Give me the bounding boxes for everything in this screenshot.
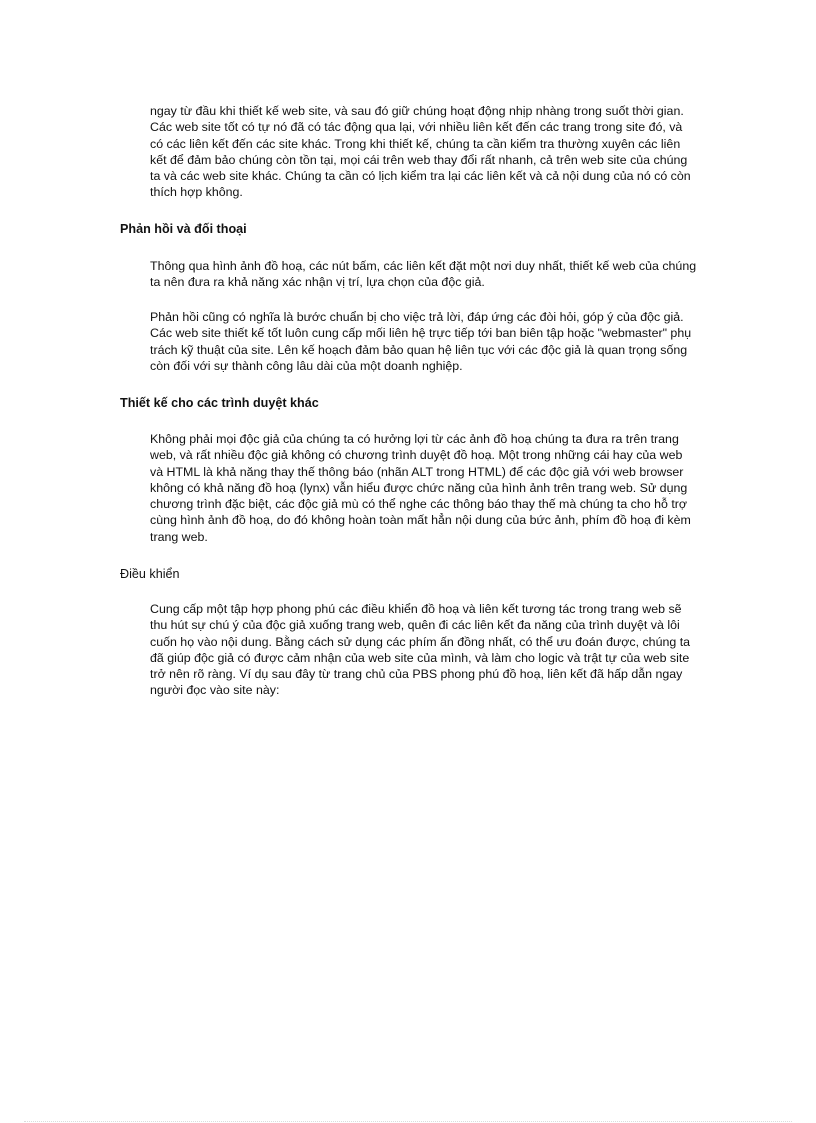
page-bottom-divider <box>24 1121 792 1122</box>
heading-feedback: Phản hồi và đối thoại <box>120 222 247 236</box>
intro-paragraph: ngay từ đầu khi thiết kế web site, và sau đó giữ chúng hoạt động nhịp nhàng trong suốt thời gian. Các web site tốt có tự nó đã có tác động qua lại, với nhiều liên kết đến các trang trong site đó, và có các liên kết đến các site khác. Trong khi thiết kế, chúng ta cần kiểm tra thường xuyên các liên kết để đảm bảo chúng còn tồn tại, mọi cái trên web thay đổi rất nhanh, cả trên web site của chúng ta và các web site khác. Chúng ta cần có lịch kiểm tra lại các liên kết và cả nội dung của nó có còn thích hợp không. <box>150 104 691 200</box>
feedback-paragraph-1: Thông qua hình ảnh đồ hoạ, các nút bấm, các liên kết đặt một nơi duy nhất, thiết kế web của chúng ta nên đưa ra khả năng xác nhận vị trí, lựa chọn của độc giả. <box>150 259 697 290</box>
feedback-paragraph-2: Phản hồi cũng có nghĩa là bước chuẩn bị cho việc trả lời, đáp ứng các đòi hỏi, góp ý của độc giả. Các web site thiết kế tốt luôn cung cấp mối liên hệ trực tiếp tới ban biên tập hoặc "webmaster" phụ trách kỹ thuật của site. Lên kế hoạch đảm bảo quan hệ liên tục với các độc giả là quan trọng sống còn đối với sự thành công lâu dài của một doanh nghiệp. <box>150 310 692 373</box>
heading-other-browsers: Thiết kế cho các trình duyệt khác <box>120 396 319 410</box>
controls-paragraph: Cung cấp một tập hợp phong phú các điều khiển đồ hoạ và liên kết tương tác trong trang web sẽ thu hút sự chú ý của độc giả xuống trang web, quên đi các liên kết đa năng của trình duyệt và lôi cuốn họ vào nội dung. Bằng cách sử dụng các phím ấn đồng nhất, có thể ưu đoán được, chúng ta đã giúp độc giả có được cảm nhận của web site của mình, và làm cho logic và trật tự của web site trở nên rõ ràng. Ví dụ sau đây từ trang chủ của PBS phong phú đồ hoạ, liên kết đã hấp dẫn ngay người đọc vào site này: <box>150 602 691 698</box>
browsers-paragraph: Không phải mọi độc giả của chúng ta có hưởng lợi từ các ảnh đồ hoạ chúng ta đưa ra trên trang web, và rất nhiều độc giả không có chương trình duyệt đồ hoạ. Một trong những cái hay của web và HTML là khả năng thay thế thông báo (nhãn ALT trong HTML) để các độc giả với web browser không có khả năng đồ hoạ (lynx) vẫn hiểu được chức năng của hình ảnh trên trang web. Sử dụng chương trình đặc biệt, các độc giả mù có thể nghe các thông báo thay thế mà chúng ta cho hỗ trợ cùng hình ảnh đồ hoạ, do đó không hoàn toàn mất hẳn nội dung của bức ảnh, phím đồ hoạ đi kèm trang web. <box>150 432 691 544</box>
heading-controls: Điều khiển <box>120 567 180 581</box>
